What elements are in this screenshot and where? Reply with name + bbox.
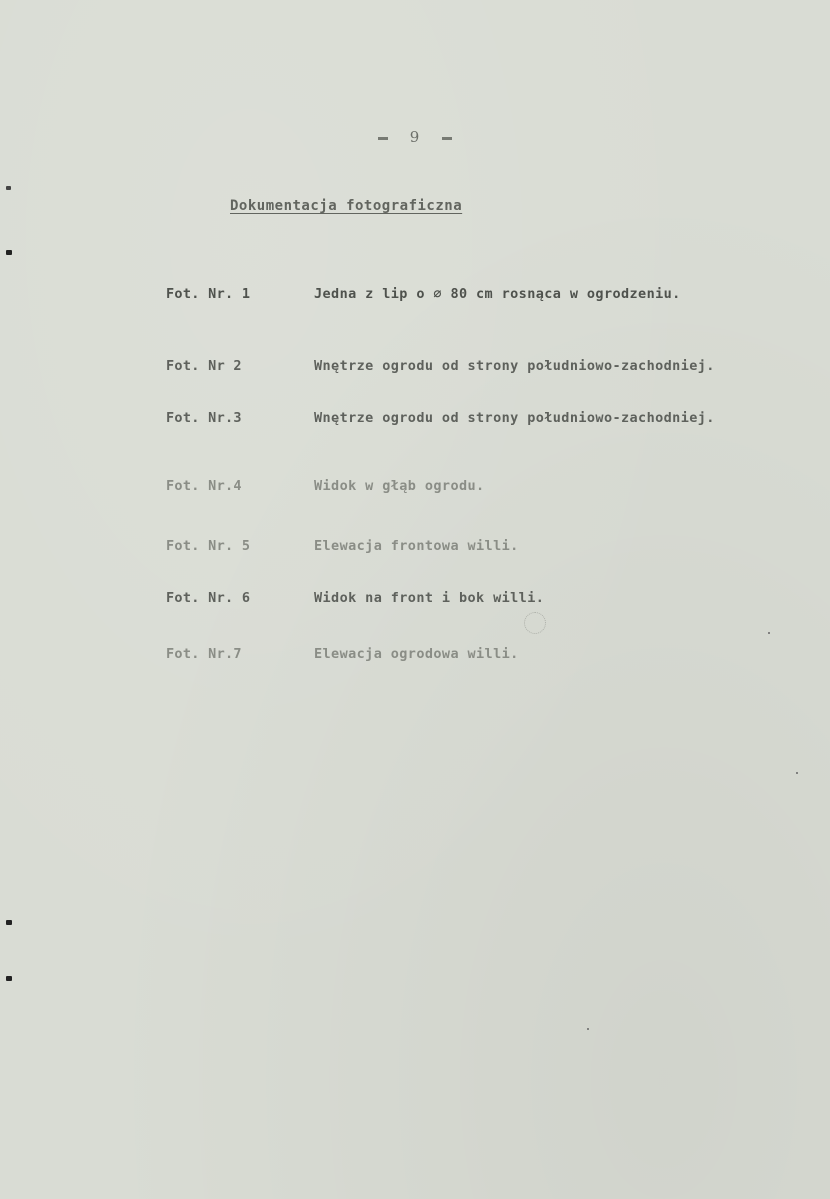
photo-caption: Elewacja ogrodowa willi. xyxy=(314,646,519,662)
photo-entry-4 xyxy=(0,478,830,500)
photo-entry-3 xyxy=(0,410,830,432)
photo-entry-6 xyxy=(0,590,830,612)
photo-label: Fot. Nr. 6 xyxy=(166,590,251,606)
paper-smudge xyxy=(524,612,546,634)
photo-entry-7 xyxy=(0,646,830,668)
photo-label: Fot. Nr. 1 xyxy=(166,286,251,302)
photo-entry-5 xyxy=(0,538,830,560)
paper-speck xyxy=(768,632,770,634)
photo-label: Fot. Nr. 5 xyxy=(166,538,251,554)
photo-label: Fot. Nr.4 xyxy=(166,478,242,494)
photo-caption: Elewacja frontowa willi. xyxy=(314,538,519,554)
paper-speck xyxy=(587,1028,589,1030)
photo-label: Fot. Nr.7 xyxy=(166,646,242,662)
page-number xyxy=(0,128,830,146)
binding-hole-mark xyxy=(6,920,12,925)
binding-hole-mark xyxy=(6,250,12,255)
document-heading: Dokumentacja fotograficzna xyxy=(230,198,463,214)
photo-entry-2 xyxy=(0,358,830,380)
photo-caption: Jedna z lip o ∅ 80 cm rosnąca w ogrodzeniu. xyxy=(314,286,681,302)
photo-caption: Widok na front i bok willi. xyxy=(314,590,545,606)
dash-right xyxy=(442,137,452,140)
binding-hole-mark xyxy=(6,186,11,190)
binding-hole-mark xyxy=(6,976,12,981)
photo-entry-1 xyxy=(0,286,830,308)
photo-caption: Wnętrze ogrodu od strony południowo-zachodniej. xyxy=(314,358,715,374)
paper-speck xyxy=(796,772,798,774)
photo-caption: Wnętrze ogrodu od strony południowo-zachodniej. xyxy=(314,410,715,426)
photo-label: Fot. Nr 2 xyxy=(166,358,242,374)
photo-label: Fot. Nr.3 xyxy=(166,410,242,426)
page-number-value: 9 xyxy=(409,128,421,146)
photo-caption: Widok w głąb ogrodu. xyxy=(314,478,485,494)
dash-left xyxy=(378,137,388,140)
